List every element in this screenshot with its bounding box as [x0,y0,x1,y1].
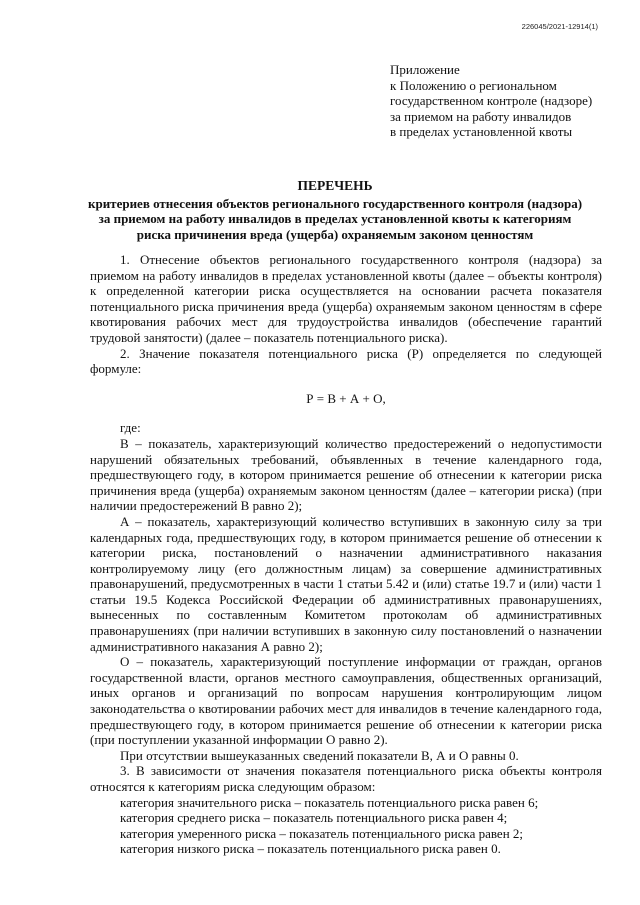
paragraph-zero-values: При отсутствии вышеуказанных сведений показатели В, А и О равны 0. [120,747,519,763]
list-item: категория среднего риска – показатель потенциального риска равен 4; [120,810,508,826]
appendix-line: государственном контроле (надзоре) [390,93,593,108]
document-body [90,252,602,857]
where-label: где: [120,420,141,436]
appendix-line: Приложение [390,62,460,77]
paragraph-1: 1. Отнесение объектов регионального государственного контроля (надзора) за приемом на работу инвалидов в пределах установленной квоты (далее – объекты контроля) к определенной категории риска осуществляется на основании расчета показателя потенциального риска причинения вреда (ущерба) охраняемым законом ценностям в сфере квотирования рабочих мест для трудоустройства инвалидов (обеспечение гарантий трудовой занятости) (далее – показатель потенциального риска). [90,252,602,345]
risk-categories-list [90,795,602,857]
paragraph-a-definition: А – показатель, характеризующий количество вступивших в законную силу за три календарных года, предшествующих году, в котором принимается решение об отнесении к категории риска, постановлений о назначении административного наказания контролируемому лицу (его должностным лицам) за совершение административных правонарушений, предусмотренных в части 1 статьи 5.42 и (или) статье 19.7 и (или) части 1 статьи 19.5 Кодекса Российской Федерации об административных правонарушениях, вынесенных по составленным Комитетом протоколам об административных правонарушениях (при наличии вступивших в законную силу постановлений о назначении административного наказания А равно 2); [90,513,602,654]
list-item: категория значительного риска – показатель потенциального риска равен 6; [120,794,539,810]
document-title-block [70,178,600,242]
list-item: категория низкого риска – показатель потенциального риска равен 0. [120,841,501,857]
appendix-line: к Положению о региональном [390,77,557,93]
document-title: ПЕРЕЧЕНЬ [297,178,373,193]
paragraph-b-definition: В – показатель, характеризующий количество предостережений о недопустимости нарушений обязательных требований, объявленных в течение календарного года, предшествующего году, в котором принимается решение об отнесении к категории риска причинения вреда (ущерба) охраняемым законом ценностям (далее – категории риска) (при наличии предостережений В равно 2); [90,435,602,514]
paragraph-o-definition: О – показатель, характеризующий поступление информации от граждан, органов государственной власти, органов местного самоуправления, общественных организаций, иных органов и организаций по вопросам нарушения контролирующим лицом законодательства о квотировании рабочих мест для инвалидов в течение календарного года, предшествующего году, в котором принимается решение об отнесении к категории риска (при поступлении указанной информации О равно 2). [90,654,602,748]
document-stamp: 226045/2021-12914(1) [521,22,598,31]
appendix-line: за приемом на работу инвалидов [390,108,572,124]
subtitle-line: критериев отнесения объектов регионального государственного контроля (надзора) [87,195,583,211]
list-item: категория умеренного риска – показатель потенциального риска равен 2; [120,825,524,841]
appendix-line: в пределах установленной квоты [390,124,573,139]
risk-formula: Р = В + А + О, [306,390,386,406]
paragraph-2: 2. Значение показателя потенциального риска (Р) определяется по следующей формуле: [90,345,602,377]
subtitle-line: риска причинения вреда (ущерба) охраняемым законом ценностям [136,226,534,242]
subtitle-line: за приемом на работу инвалидов в пределах установленной квоты к категориям [98,211,572,226]
appendix-header [390,62,620,140]
paragraph-3: 3. В зависимости от значения показателя потенциального риска объекты контроля относятся к категориям риска следующим образом: [90,763,602,794]
